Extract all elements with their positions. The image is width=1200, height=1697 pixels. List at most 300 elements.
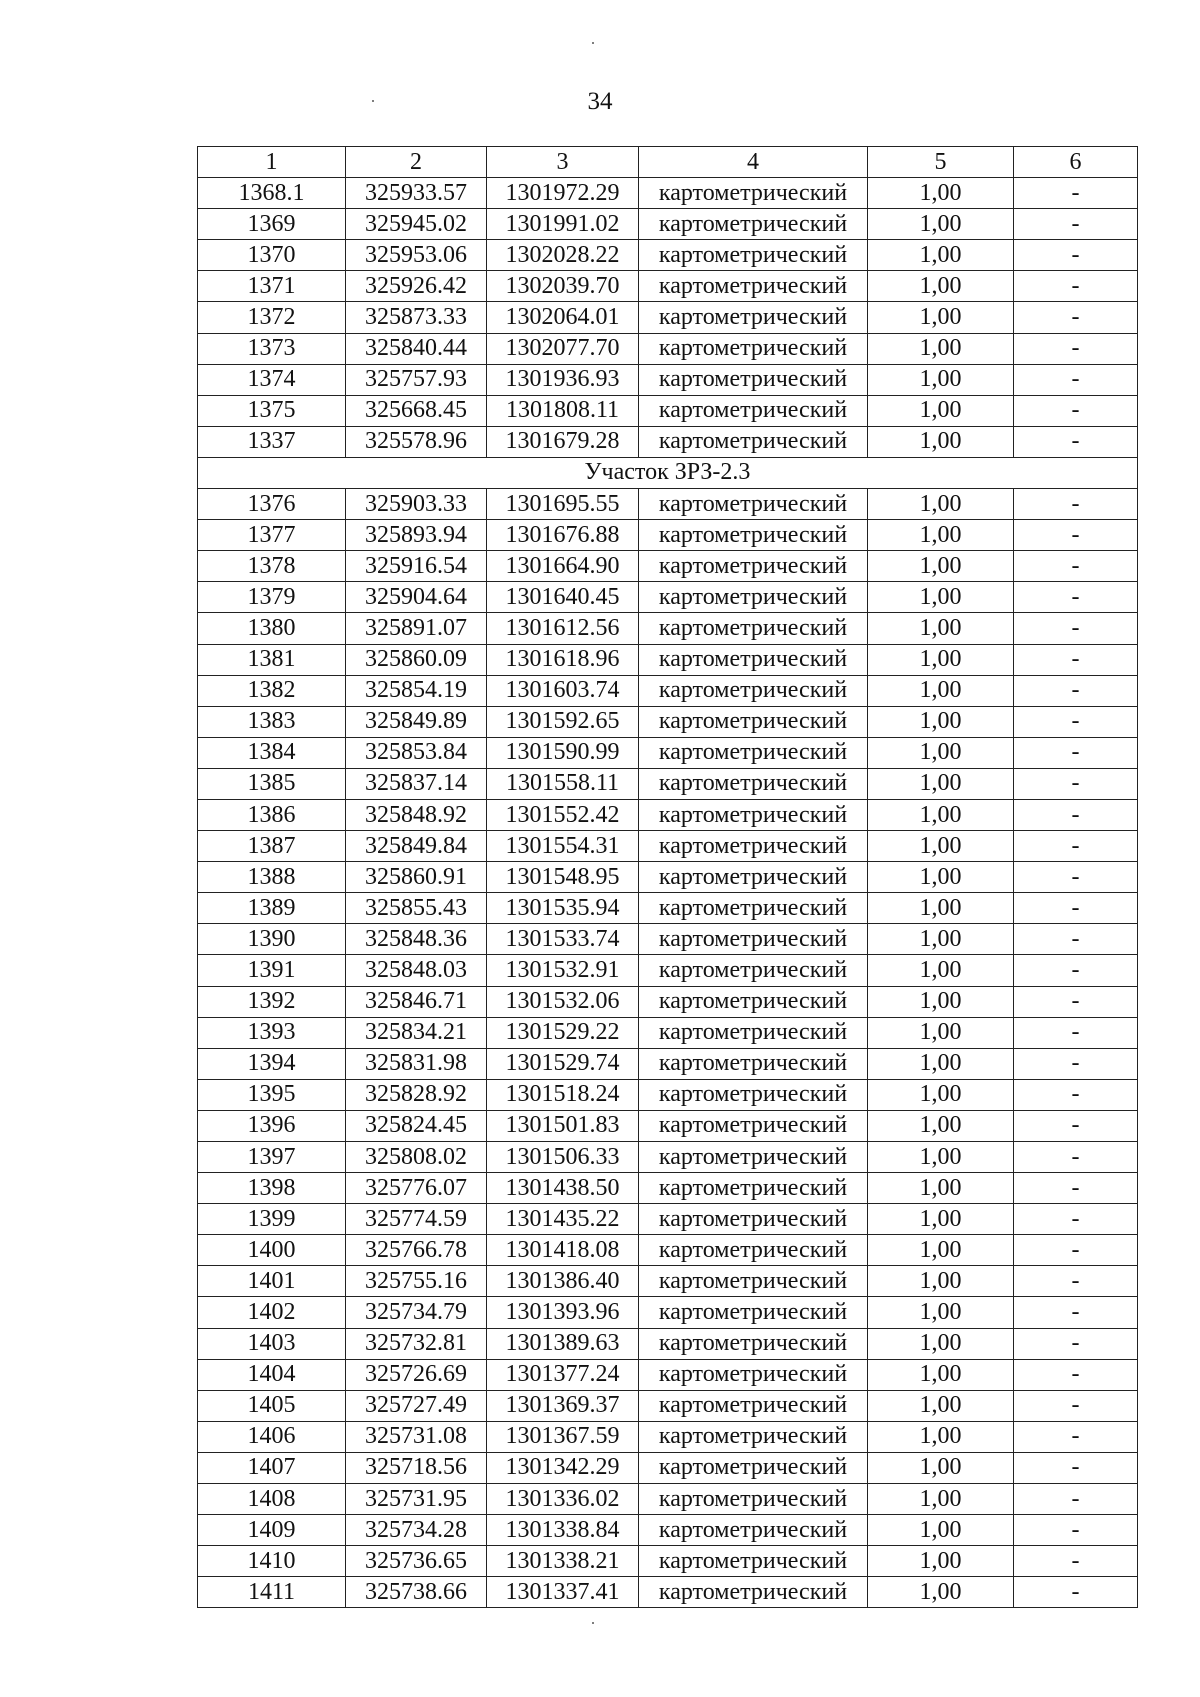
method-cell: картометрический: [639, 986, 868, 1017]
point-number-cell: 1378: [198, 551, 346, 582]
y-coordinate-cell: 1301676.88: [487, 520, 639, 551]
accuracy-cell: 1,00: [868, 613, 1014, 644]
note-cell: -: [1014, 302, 1138, 333]
note-cell: -: [1014, 551, 1138, 582]
method-cell: картометрический: [639, 1484, 868, 1515]
table-body: [198, 178, 1138, 1608]
y-coordinate-cell: 1301552.42: [487, 799, 639, 830]
point-number-cell: 1398: [198, 1173, 346, 1204]
x-coordinate-cell: 325860.09: [346, 644, 487, 675]
accuracy-cell: 1,00: [868, 1204, 1014, 1235]
table-row: [198, 520, 1138, 551]
table-row: [198, 1328, 1138, 1359]
table-row: [198, 302, 1138, 333]
table-row: [198, 799, 1138, 830]
note-cell: -: [1014, 737, 1138, 768]
x-coordinate-cell: 325945.02: [346, 209, 487, 240]
table-row: [198, 1452, 1138, 1483]
accuracy-cell: 1,00: [868, 1577, 1014, 1608]
x-coordinate-cell: 325726.69: [346, 1359, 487, 1390]
table-row: [198, 364, 1138, 395]
x-coordinate-cell: 325736.65: [346, 1546, 487, 1577]
point-number-cell: 1370: [198, 240, 346, 271]
table-row: [198, 706, 1138, 737]
accuracy-cell: 1,00: [868, 209, 1014, 240]
note-cell: -: [1014, 240, 1138, 271]
method-cell: картометрический: [639, 613, 868, 644]
point-number-cell: 1400: [198, 1235, 346, 1266]
y-coordinate-cell: 1301695.55: [487, 489, 639, 520]
x-coordinate-cell: 325873.33: [346, 302, 487, 333]
accuracy-cell: 1,00: [868, 1048, 1014, 1079]
y-coordinate-cell: 1301618.96: [487, 644, 639, 675]
method-cell: картометрический: [639, 1452, 868, 1483]
y-coordinate-cell: 1301337.41: [487, 1577, 639, 1608]
point-number-cell: 1397: [198, 1142, 346, 1173]
y-coordinate-cell: 1301338.84: [487, 1515, 639, 1546]
y-coordinate-cell: 1301435.22: [487, 1204, 639, 1235]
method-cell: картометрический: [639, 209, 868, 240]
y-coordinate-cell: 1301808.11: [487, 395, 639, 426]
table-row: [198, 271, 1138, 302]
table-row: [198, 333, 1138, 364]
x-coordinate-cell: 325734.79: [346, 1297, 487, 1328]
point-number-cell: 1399: [198, 1204, 346, 1235]
table-row: [198, 644, 1138, 675]
point-number-cell: 1377: [198, 520, 346, 551]
point-number-cell: 1395: [198, 1079, 346, 1110]
note-cell: -: [1014, 1173, 1138, 1204]
method-cell: картометрический: [639, 1266, 868, 1297]
note-cell: -: [1014, 582, 1138, 613]
y-coordinate-cell: 1301532.06: [487, 986, 639, 1017]
method-cell: картометрический: [639, 178, 868, 209]
accuracy-cell: 1,00: [868, 893, 1014, 924]
method-cell: картометрический: [639, 302, 868, 333]
point-number-cell: 1405: [198, 1390, 346, 1421]
y-coordinate-cell: 1301438.50: [487, 1173, 639, 1204]
point-number-cell: 1406: [198, 1421, 346, 1452]
note-cell: -: [1014, 1577, 1138, 1608]
y-coordinate-cell: 1301558.11: [487, 768, 639, 799]
method-cell: картометрический: [639, 489, 868, 520]
note-cell: -: [1014, 1110, 1138, 1141]
accuracy-cell: 1,00: [868, 1484, 1014, 1515]
column-header: 6: [1014, 147, 1138, 178]
method-cell: картометрический: [639, 1421, 868, 1452]
accuracy-cell: 1,00: [868, 582, 1014, 613]
x-coordinate-cell: 325731.95: [346, 1484, 487, 1515]
accuracy-cell: 1,00: [868, 768, 1014, 799]
accuracy-cell: 1,00: [868, 1017, 1014, 1048]
note-cell: -: [1014, 1515, 1138, 1546]
point-number-cell: 1392: [198, 986, 346, 1017]
note-cell: -: [1014, 706, 1138, 737]
point-number-cell: 1371: [198, 271, 346, 302]
method-cell: картометрический: [639, 1546, 868, 1577]
accuracy-cell: 1,00: [868, 1328, 1014, 1359]
accuracy-cell: 1,00: [868, 1452, 1014, 1483]
note-cell: -: [1014, 1390, 1138, 1421]
x-coordinate-cell: 325834.21: [346, 1017, 487, 1048]
point-number-cell: 1390: [198, 924, 346, 955]
scan-speck: [592, 1622, 594, 1624]
table-row: [198, 1079, 1138, 1110]
point-number-cell: 1411: [198, 1577, 346, 1608]
method-cell: картометрический: [639, 831, 868, 862]
method-cell: картометрический: [639, 1079, 868, 1110]
method-cell: картометрический: [639, 1235, 868, 1266]
note-cell: -: [1014, 1484, 1138, 1515]
y-coordinate-cell: 1301418.08: [487, 1235, 639, 1266]
column-header: 4: [639, 147, 868, 178]
column-header: 2: [346, 147, 487, 178]
x-coordinate-cell: 325933.57: [346, 178, 487, 209]
x-coordinate-cell: 325837.14: [346, 768, 487, 799]
note-cell: -: [1014, 644, 1138, 675]
method-cell: картометрический: [639, 1577, 868, 1608]
method-cell: картометрический: [639, 1110, 868, 1141]
point-number-cell: 1374: [198, 364, 346, 395]
accuracy-cell: 1,00: [868, 1546, 1014, 1577]
method-cell: картометрический: [639, 675, 868, 706]
note-cell: -: [1014, 364, 1138, 395]
x-coordinate-cell: 325854.19: [346, 675, 487, 706]
note-cell: -: [1014, 1452, 1138, 1483]
table-row: [198, 1577, 1138, 1608]
method-cell: картометрический: [639, 1017, 868, 1048]
table-row: [198, 1235, 1138, 1266]
note-cell: -: [1014, 1142, 1138, 1173]
note-cell: -: [1014, 1328, 1138, 1359]
table-row: [198, 1390, 1138, 1421]
y-coordinate-cell: 1301501.83: [487, 1110, 639, 1141]
table-row: [198, 1421, 1138, 1452]
note-cell: -: [1014, 1359, 1138, 1390]
point-number-cell: 1384: [198, 737, 346, 768]
table-row: [198, 893, 1138, 924]
accuracy-cell: 1,00: [868, 955, 1014, 986]
point-number-cell: 1381: [198, 644, 346, 675]
accuracy-cell: 1,00: [868, 395, 1014, 426]
point-number-cell: 1368.1: [198, 178, 346, 209]
note-cell: -: [1014, 831, 1138, 862]
point-number-cell: 1373: [198, 333, 346, 364]
y-coordinate-cell: 1302028.22: [487, 240, 639, 271]
accuracy-cell: 1,00: [868, 924, 1014, 955]
point-number-cell: 1369: [198, 209, 346, 240]
table-row: [198, 1048, 1138, 1079]
y-coordinate-cell: 1301529.22: [487, 1017, 639, 1048]
note-cell: -: [1014, 675, 1138, 706]
method-cell: картометрический: [639, 737, 868, 768]
method-cell: картометрический: [639, 706, 868, 737]
accuracy-cell: 1,00: [868, 1110, 1014, 1141]
table-row: [198, 924, 1138, 955]
x-coordinate-cell: 325808.02: [346, 1142, 487, 1173]
section-title: Участок ЗРЗ-2.3: [198, 457, 1138, 488]
x-coordinate-cell: 325718.56: [346, 1452, 487, 1483]
point-number-cell: 1385: [198, 768, 346, 799]
y-coordinate-cell: 1301393.96: [487, 1297, 639, 1328]
accuracy-cell: 1,00: [868, 364, 1014, 395]
y-coordinate-cell: 1301603.74: [487, 675, 639, 706]
x-coordinate-cell: 325776.07: [346, 1173, 487, 1204]
x-coordinate-cell: 325916.54: [346, 551, 487, 582]
x-coordinate-cell: 325831.98: [346, 1048, 487, 1079]
y-coordinate-cell: 1301532.91: [487, 955, 639, 986]
table-row: [198, 1484, 1138, 1515]
accuracy-cell: 1,00: [868, 1421, 1014, 1452]
accuracy-cell: 1,00: [868, 831, 1014, 862]
point-number-cell: 1375: [198, 395, 346, 426]
accuracy-cell: 1,00: [868, 1079, 1014, 1110]
point-number-cell: 1387: [198, 831, 346, 862]
table-row: [198, 986, 1138, 1017]
x-coordinate-cell: 325755.16: [346, 1266, 487, 1297]
point-number-cell: 1383: [198, 706, 346, 737]
point-number-cell: 1382: [198, 675, 346, 706]
table-row: [198, 768, 1138, 799]
x-coordinate-cell: 325731.08: [346, 1421, 487, 1452]
y-coordinate-cell: 1302077.70: [487, 333, 639, 364]
x-coordinate-cell: 325828.92: [346, 1079, 487, 1110]
page-number: 34: [587, 88, 613, 115]
point-number-cell: 1337: [198, 426, 346, 457]
table-row: [198, 395, 1138, 426]
x-coordinate-cell: 325732.81: [346, 1328, 487, 1359]
method-cell: картометрический: [639, 1328, 868, 1359]
accuracy-cell: 1,00: [868, 986, 1014, 1017]
table-row: [198, 1515, 1138, 1546]
x-coordinate-cell: 325848.36: [346, 924, 487, 955]
y-coordinate-cell: 1301936.93: [487, 364, 639, 395]
method-cell: картометрический: [639, 1297, 868, 1328]
note-cell: -: [1014, 395, 1138, 426]
accuracy-cell: 1,00: [868, 178, 1014, 209]
method-cell: картометрический: [639, 924, 868, 955]
point-number-cell: 1380: [198, 613, 346, 644]
table-row: [198, 737, 1138, 768]
point-number-cell: 1396: [198, 1110, 346, 1141]
method-cell: картометрический: [639, 862, 868, 893]
table-row: [198, 1017, 1138, 1048]
method-cell: картометрический: [639, 240, 868, 271]
accuracy-cell: 1,00: [868, 489, 1014, 520]
y-coordinate-cell: 1301554.31: [487, 831, 639, 862]
point-number-cell: 1409: [198, 1515, 346, 1546]
x-coordinate-cell: 325903.33: [346, 489, 487, 520]
note-cell: -: [1014, 955, 1138, 986]
y-coordinate-cell: 1301592.65: [487, 706, 639, 737]
x-coordinate-cell: 325855.43: [346, 893, 487, 924]
x-coordinate-cell: 325953.06: [346, 240, 487, 271]
table-row: [198, 1266, 1138, 1297]
point-number-cell: 1407: [198, 1452, 346, 1483]
table-row: [198, 1142, 1138, 1173]
x-coordinate-cell: 325904.64: [346, 582, 487, 613]
point-number-cell: 1401: [198, 1266, 346, 1297]
table-row: [198, 1204, 1138, 1235]
y-coordinate-cell: 1301533.74: [487, 924, 639, 955]
accuracy-cell: 1,00: [868, 333, 1014, 364]
note-cell: -: [1014, 768, 1138, 799]
x-coordinate-cell: 325668.45: [346, 395, 487, 426]
method-cell: картометрический: [639, 364, 868, 395]
method-cell: картометрический: [639, 1515, 868, 1546]
accuracy-cell: 1,00: [868, 1235, 1014, 1266]
point-number-cell: 1376: [198, 489, 346, 520]
x-coordinate-cell: 325849.84: [346, 831, 487, 862]
note-cell: -: [1014, 1235, 1138, 1266]
point-number-cell: 1386: [198, 799, 346, 830]
point-number-cell: 1408: [198, 1484, 346, 1515]
y-coordinate-cell: 1301369.37: [487, 1390, 639, 1421]
point-number-cell: 1391: [198, 955, 346, 986]
y-coordinate-cell: 1301518.24: [487, 1079, 639, 1110]
x-coordinate-cell: 325846.71: [346, 986, 487, 1017]
table-row: [198, 675, 1138, 706]
y-coordinate-cell: 1301640.45: [487, 582, 639, 613]
method-cell: картометрический: [639, 271, 868, 302]
note-cell: -: [1014, 1266, 1138, 1297]
note-cell: -: [1014, 489, 1138, 520]
x-coordinate-cell: 325578.96: [346, 426, 487, 457]
y-coordinate-cell: 1301342.29: [487, 1452, 639, 1483]
y-coordinate-cell: 1302039.70: [487, 271, 639, 302]
y-coordinate-cell: 1302064.01: [487, 302, 639, 333]
note-cell: -: [1014, 924, 1138, 955]
x-coordinate-cell: 325774.59: [346, 1204, 487, 1235]
accuracy-cell: 1,00: [868, 240, 1014, 271]
method-cell: картометрический: [639, 1048, 868, 1079]
note-cell: -: [1014, 1546, 1138, 1577]
point-number-cell: 1388: [198, 862, 346, 893]
method-cell: картометрический: [639, 395, 868, 426]
x-coordinate-cell: 325738.66: [346, 1577, 487, 1608]
accuracy-cell: 1,00: [868, 1359, 1014, 1390]
y-coordinate-cell: 1301991.02: [487, 209, 639, 240]
method-cell: картометрический: [639, 1390, 868, 1421]
x-coordinate-cell: 325891.07: [346, 613, 487, 644]
note-cell: -: [1014, 1421, 1138, 1452]
column-header: 3: [487, 147, 639, 178]
x-coordinate-cell: 325849.89: [346, 706, 487, 737]
method-cell: картометрический: [639, 1359, 868, 1390]
y-coordinate-cell: 1301367.59: [487, 1421, 639, 1452]
point-number-cell: 1403: [198, 1328, 346, 1359]
note-cell: -: [1014, 426, 1138, 457]
accuracy-cell: 1,00: [868, 644, 1014, 675]
method-cell: картометрический: [639, 1173, 868, 1204]
note-cell: -: [1014, 799, 1138, 830]
method-cell: картометрический: [639, 799, 868, 830]
point-number-cell: 1372: [198, 302, 346, 333]
y-coordinate-cell: 1301338.21: [487, 1546, 639, 1577]
accuracy-cell: 1,00: [868, 862, 1014, 893]
note-cell: -: [1014, 1017, 1138, 1048]
y-coordinate-cell: 1301612.56: [487, 613, 639, 644]
accuracy-cell: 1,00: [868, 1173, 1014, 1204]
note-cell: -: [1014, 271, 1138, 302]
method-cell: картометрический: [639, 768, 868, 799]
table-row: [198, 955, 1138, 986]
x-coordinate-cell: 325734.28: [346, 1515, 487, 1546]
x-coordinate-cell: 325926.42: [346, 271, 487, 302]
y-coordinate-cell: 1301506.33: [487, 1142, 639, 1173]
accuracy-cell: 1,00: [868, 302, 1014, 333]
note-cell: -: [1014, 1048, 1138, 1079]
note-cell: -: [1014, 986, 1138, 1017]
accuracy-cell: 1,00: [868, 551, 1014, 582]
scan-speck: [592, 42, 594, 44]
point-number-cell: 1410: [198, 1546, 346, 1577]
accuracy-cell: 1,00: [868, 271, 1014, 302]
accuracy-cell: 1,00: [868, 1142, 1014, 1173]
section-row: [198, 457, 1138, 488]
coordinates-table: [197, 146, 1138, 1608]
table-row: [198, 831, 1138, 862]
table-row: [198, 489, 1138, 520]
method-cell: картометрический: [639, 644, 868, 675]
accuracy-cell: 1,00: [868, 1390, 1014, 1421]
y-coordinate-cell: 1301590.99: [487, 737, 639, 768]
table-row: [198, 426, 1138, 457]
y-coordinate-cell: 1301336.02: [487, 1484, 639, 1515]
method-cell: картометрический: [639, 520, 868, 551]
y-coordinate-cell: 1301389.63: [487, 1328, 639, 1359]
y-coordinate-cell: 1301664.90: [487, 551, 639, 582]
x-coordinate-cell: 325766.78: [346, 1235, 487, 1266]
point-number-cell: 1379: [198, 582, 346, 613]
x-coordinate-cell: 325824.45: [346, 1110, 487, 1141]
column-header: 5: [868, 147, 1014, 178]
note-cell: -: [1014, 520, 1138, 551]
y-coordinate-cell: 1301679.28: [487, 426, 639, 457]
accuracy-cell: 1,00: [868, 1515, 1014, 1546]
y-coordinate-cell: 1301377.24: [487, 1359, 639, 1390]
x-coordinate-cell: 325727.49: [346, 1390, 487, 1421]
accuracy-cell: 1,00: [868, 426, 1014, 457]
column-header: 1: [198, 147, 346, 178]
note-cell: -: [1014, 1297, 1138, 1328]
x-coordinate-cell: 325853.84: [346, 737, 487, 768]
accuracy-cell: 1,00: [868, 706, 1014, 737]
point-number-cell: 1389: [198, 893, 346, 924]
x-coordinate-cell: 325848.03: [346, 955, 487, 986]
note-cell: -: [1014, 1079, 1138, 1110]
table-row: [198, 551, 1138, 582]
note-cell: -: [1014, 862, 1138, 893]
table-row: [198, 582, 1138, 613]
note-cell: -: [1014, 333, 1138, 364]
accuracy-cell: 1,00: [868, 737, 1014, 768]
table-row: [198, 240, 1138, 271]
note-cell: -: [1014, 893, 1138, 924]
table-row: [198, 862, 1138, 893]
method-cell: картометрический: [639, 582, 868, 613]
y-coordinate-cell: 1301386.40: [487, 1266, 639, 1297]
accuracy-cell: 1,00: [868, 1297, 1014, 1328]
y-coordinate-cell: 1301535.94: [487, 893, 639, 924]
method-cell: картометрический: [639, 893, 868, 924]
y-coordinate-cell: 1301548.95: [487, 862, 639, 893]
table-row: [198, 1297, 1138, 1328]
table-row: [198, 613, 1138, 644]
method-cell: картометрический: [639, 333, 868, 364]
table-row: [198, 209, 1138, 240]
accuracy-cell: 1,00: [868, 520, 1014, 551]
